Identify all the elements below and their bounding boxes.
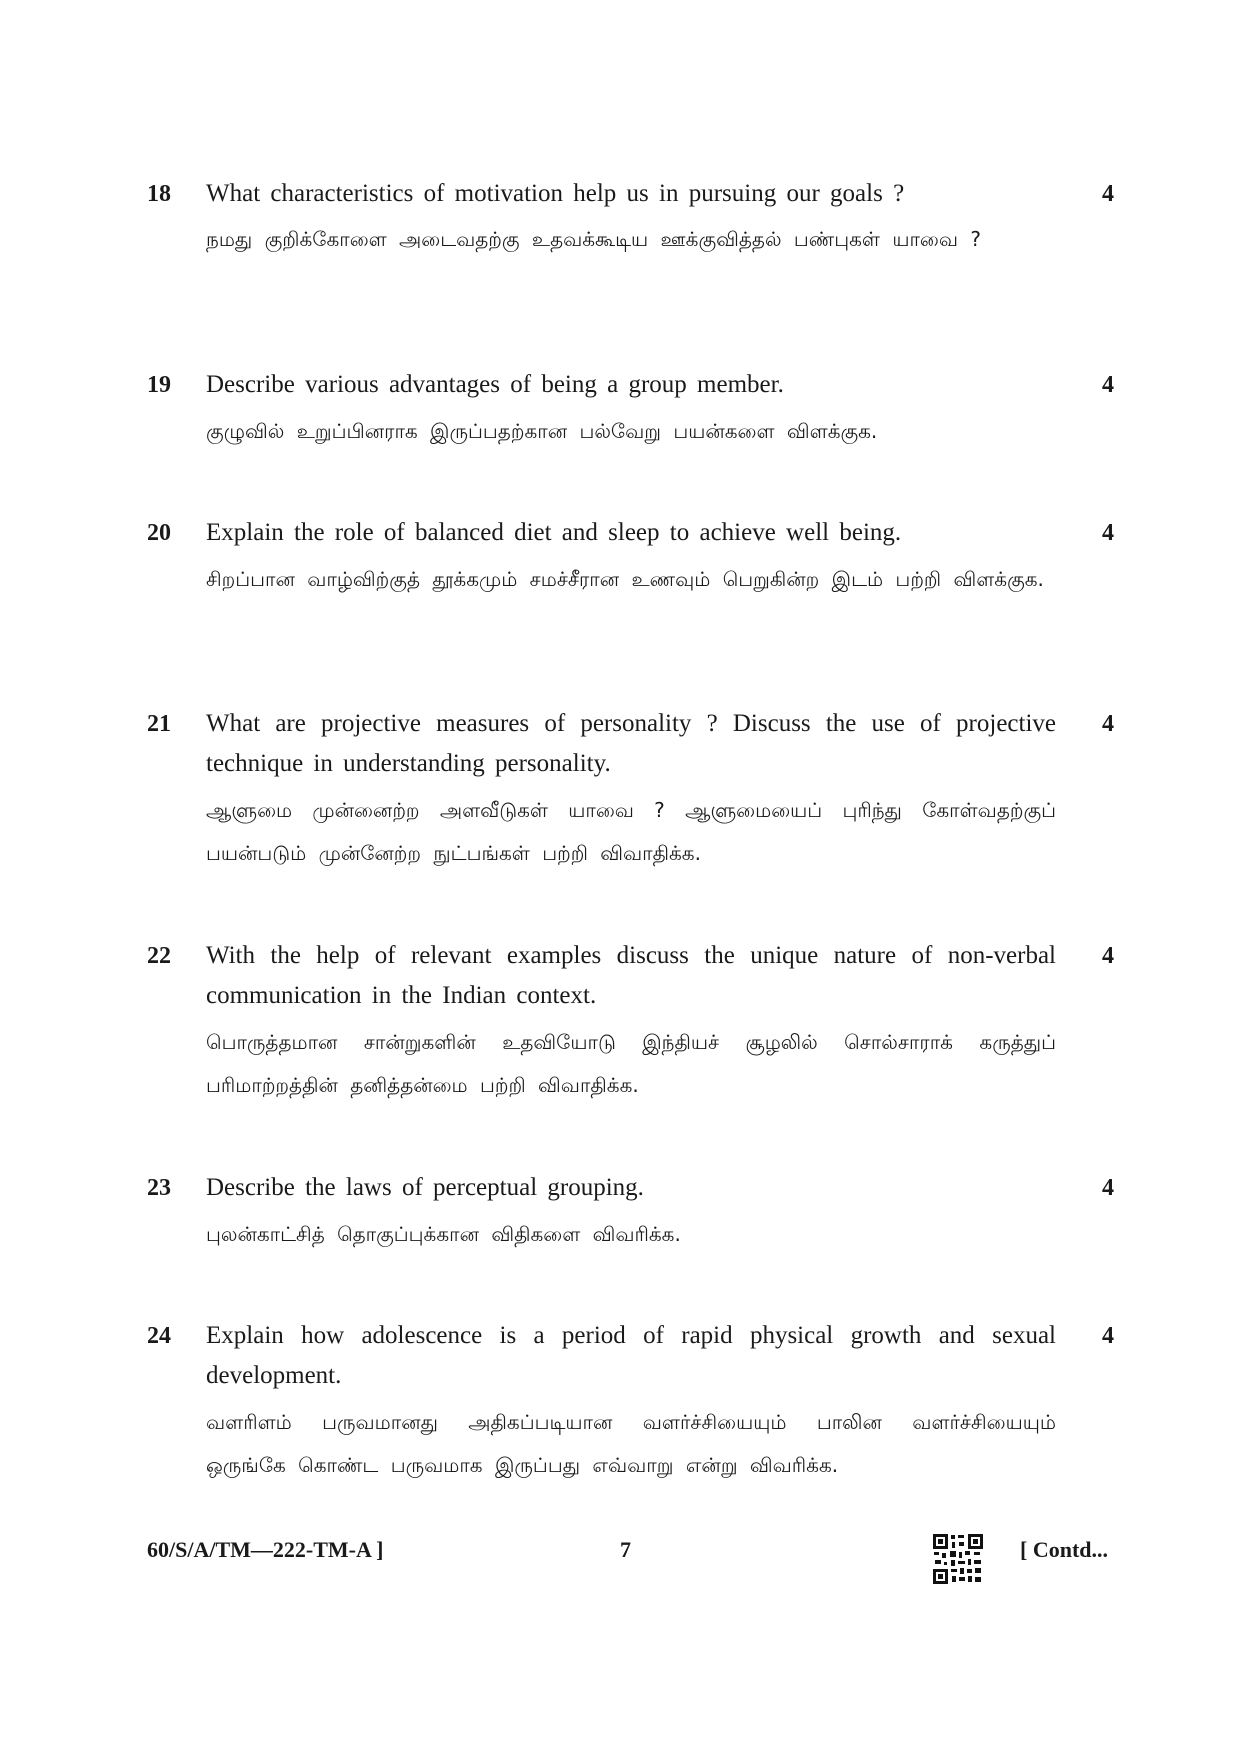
question-number: 24	[147, 1323, 171, 1349]
question-marks: 4	[1102, 181, 1114, 207]
question-english: Describe the laws of perceptual grouping.	[206, 1174, 644, 1201]
question-marks: 4	[1102, 372, 1114, 398]
question-english: Explain the role of balanced diet and sleep to achieve well being.	[206, 519, 902, 546]
question-tamil: குழுவில் உறுப்பினராக இருப்பதற்கான பல்வேறு பயன்களை விளக்குக.	[206, 419, 878, 443]
question-marks: 4	[1102, 943, 1114, 969]
question-english: With the help of relevant examples discuss the unique nature of non-verbal communication in the Indian context.	[206, 942, 1056, 1009]
question-english: What characteristics of motivation help us in pursuing our goals ?	[206, 180, 905, 207]
question-number: 21	[147, 711, 171, 737]
page-number: 7	[620, 1537, 631, 1562]
question-tamil: வளரிளம் பருவமானது அதிகப்படியான வளர்ச்சியையும் பாலின வளர்ச்சியையும் ஒருங்கே கொண்ட பருவமாக இருப்பது எவ்வாறு என்று விவரிக்க.	[206, 1410, 1056, 1477]
question-marks: 4	[1102, 1175, 1114, 1201]
question-tamil: பொருத்தமான சான்றுகளின் உதவியோடு இந்தியச் சூழலில் சொல்சாராக் கருத்துப் பரிமாற்றத்தின் தனித்தன்மை பற்றி விவாதிக்க.	[206, 1030, 1056, 1097]
question-english: Explain how adolescence is a period of rapid physical growth and sexual development.	[206, 1322, 1056, 1389]
question-marks: 4	[1102, 711, 1114, 737]
question-number: 23	[147, 1175, 171, 1201]
question-tamil: புலன்காட்சித் தொகுப்புக்கான விதிகளை விவரிக்க.	[206, 1222, 681, 1246]
question-number: 18	[147, 181, 171, 207]
continued-label: [ Contd...	[1020, 1537, 1109, 1562]
question-tamil: சிறப்பான வாழ்விற்குத் தூக்கமும் சமச்சீரான உணவும் பெறுகின்ற இடம் பற்றி விளக்குக.	[206, 567, 1044, 591]
question-number: 20	[147, 520, 171, 546]
question-english: What are projective measures of personality ? Discuss the use of projective technique in understanding personality.	[206, 710, 1056, 777]
question-marks: 4	[1102, 520, 1114, 546]
qr-code-icon	[932, 1533, 984, 1585]
question-tamil: நமது குறிக்கோளை அடைவதற்கு உதவக்கூடிய ஊக்குவித்தல் பண்புகள் யாவை ?	[206, 227, 981, 251]
page-footer	[0, 1533, 1240, 1573]
question-number: 19	[147, 372, 171, 398]
question-number: 22	[147, 943, 171, 969]
question-tamil: ஆளுமை முன்னைற்ற அளவீடுகள் யாவை ? ஆளுமையைப் புரிந்து கோள்வதற்குப் பயன்படும் முன்னேற்ற நுட்பங்கள் பற்றி விவாதிக்க.	[206, 798, 1056, 865]
question-marks: 4	[1102, 1323, 1114, 1349]
question-english: Describe various advantages of being a group member.	[206, 371, 784, 398]
paper-code: 60/S/A/TM—222-TM-A ]	[147, 1537, 384, 1562]
